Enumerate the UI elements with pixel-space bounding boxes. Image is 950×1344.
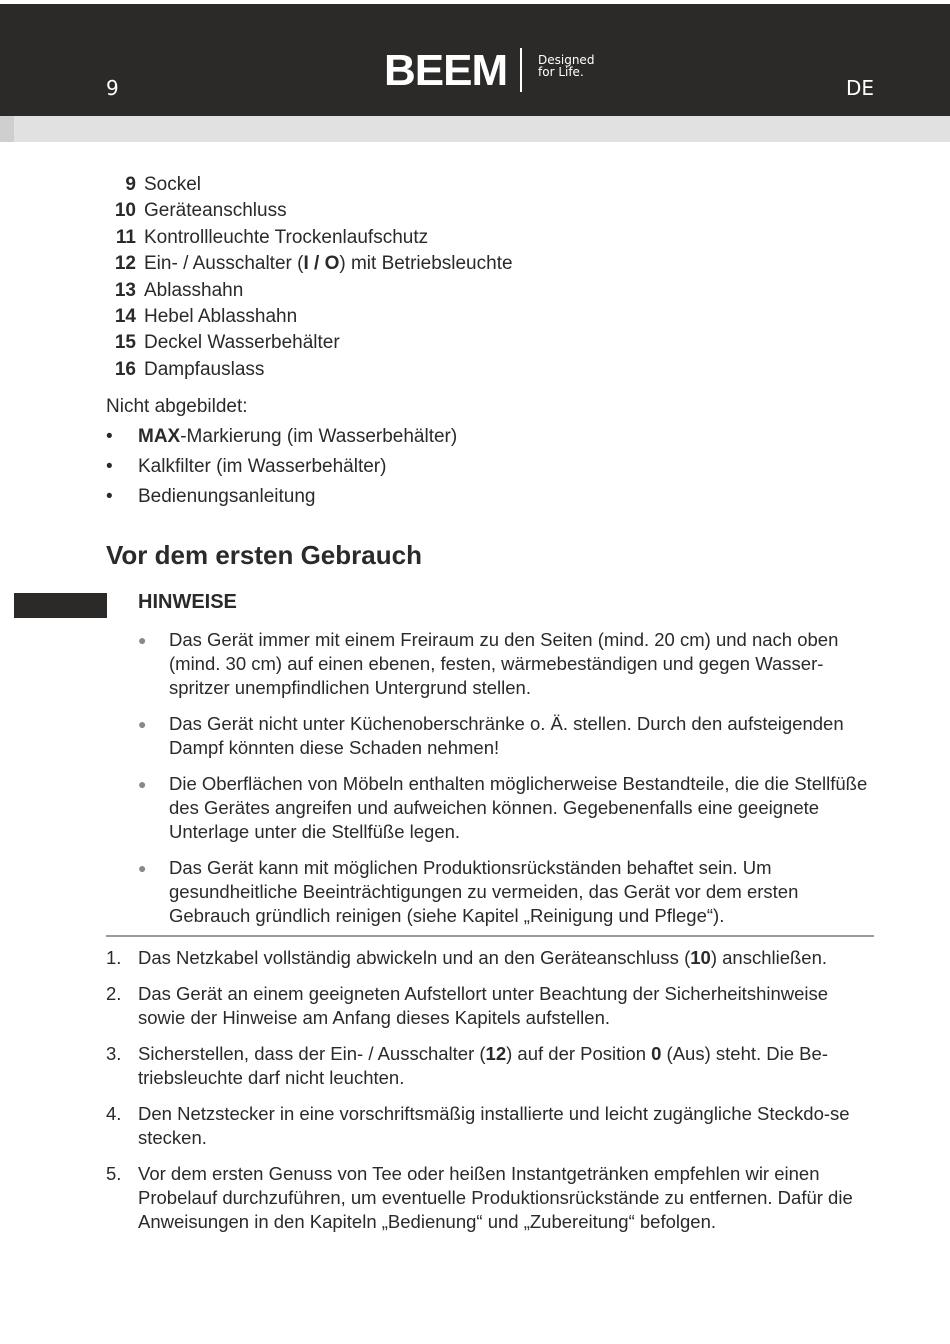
step-number: 3.: [106, 1043, 122, 1064]
list-item-label: Bedienungsanleitung: [138, 486, 316, 507]
logo-divider: [520, 48, 522, 92]
note-item: [138, 712, 874, 760]
parts-list: [106, 172, 513, 383]
step-text-part: (Aus) steht. Die Be-triebsleuchte darf nicht leuchten.: [138, 1043, 828, 1088]
list-item: [106, 484, 457, 514]
notes-list: [138, 628, 874, 940]
switch-symbol: I / O: [303, 253, 340, 275]
part-number: 12: [114, 253, 136, 275]
list-item: [106, 424, 457, 454]
page-header: [0, 4, 950, 116]
bullet-icon: •: [106, 486, 113, 507]
step-item: [106, 946, 874, 970]
step-text: Vor dem ersten Genuss von Tee oder heißen Instantgetränken empfehlen wir einen Probelauf durchzuführen, um eventuelle Produktionsrückstände zu entfernen. Dafür die Anweisungen in den Kapiteln „Bedienung“ und „Zubereitung“ befolgen.: [138, 1163, 853, 1232]
not-shown-title: Nicht abgebildet:: [106, 396, 248, 417]
step-text-part: ) auf der Position: [506, 1043, 652, 1064]
step-text: Den Netzstecker in eine vorschriftsmäßig installierte und leicht zugängliche Steckdo-se stecken.: [138, 1103, 850, 1148]
note-text: Das Gerät kann mit möglichen Produktionsrückständen behaftet sein. Um gesundheitliche Beeinträchtigungen zu vermeiden, das Gerät vor dem ersten Gebrauch gründlich reinigen (siehe Kapitel „Reinigung und Pflege“).: [169, 857, 799, 926]
part-number: 16: [114, 358, 136, 380]
list-item-label: Kalkfilter (im Wasserbehälter): [138, 456, 387, 477]
step-item: [106, 1162, 874, 1234]
bullet-icon: ●: [138, 716, 147, 732]
part-item: [106, 225, 513, 251]
step-text: [138, 946, 874, 970]
part-label: Kontrollleuchte Trockenlaufschutz: [144, 226, 429, 248]
list-item-label: -Markierung (im Wasserbehälter): [180, 426, 458, 447]
part-item: [106, 251, 513, 277]
part-item: [106, 172, 513, 198]
part-label: Deckel Wasserbehälter: [144, 332, 340, 354]
brand-name: BEEM: [384, 46, 508, 95]
part-label: Sockel: [144, 174, 202, 195]
note-text: Das Gerät nicht unter Küchenoberschränke o. Ä. stellen. Durch den aufsteigenden Dampf könnten diese Schaden nehmen!: [169, 713, 844, 758]
part-number: 9: [125, 174, 136, 195]
tagline-line-2: for Life.: [538, 65, 584, 79]
step-text: Das Gerät an einem geeigneten Aufstellort unter Beachtung der Sicherheitshinweise sowie der Hinweise am Anfang dieses Kapitels aufstellen.: [138, 983, 829, 1028]
note-text: Die Oberflächen von Möbeln enthalten möglicherweise Bestandteile, die die Stellfüße des Gerätes angreifen und aufweichen können. Gegebenenfalls eine geeignete Unterlage unter die Stellfüße legen.: [169, 773, 868, 842]
part-label: Geräteanschluss: [144, 200, 287, 222]
part-label: Hebel Ablasshahn: [144, 305, 298, 327]
page-number: 9: [106, 76, 119, 100]
part-label: Ablasshahn: [144, 279, 244, 301]
step-number: 2.: [106, 983, 122, 1004]
part-number: 10: [114, 200, 136, 222]
part-number: 11: [115, 226, 136, 248]
note-item: [138, 856, 874, 928]
bullet-icon: ●: [138, 776, 147, 792]
part-label: [144, 251, 513, 277]
list-item-text: [138, 424, 457, 454]
note-text: Das Gerät immer mit einem Freiraum zu den Seiten (mind. 20 cm) und nach oben (mind. 30 cm) auf einen ebenen, festen, wärmebeständigen und gegen Wasser-spritzer unempfindlichen Untergrund stellen.: [169, 629, 839, 698]
part-item: [106, 357, 513, 383]
step-text-bold: 10: [690, 947, 711, 968]
part-number: 15: [114, 332, 136, 354]
steps-list: [106, 946, 874, 1246]
list-item: [106, 454, 457, 484]
part-item: [106, 330, 513, 356]
step-item: [106, 1102, 874, 1150]
section-marker-bar: [14, 593, 107, 618]
step-text-part: Sicherstellen, dass der Ein- / Ausschalter (: [138, 1043, 486, 1064]
step-text: [138, 1042, 874, 1090]
notes-title: HINWEISE: [138, 591, 237, 613]
step-text-part: ) anschließen.: [710, 947, 828, 968]
language-code: DE: [845, 76, 874, 100]
header-band-tab: [0, 116, 14, 142]
step-text-bold: 0: [651, 1043, 662, 1064]
step-item: [106, 1042, 874, 1090]
bullet-icon: •: [106, 456, 113, 477]
not-shown-list: [106, 424, 457, 514]
bullet-icon: ●: [138, 632, 147, 648]
part-item: [106, 278, 513, 304]
part-number: 13: [114, 279, 136, 301]
header-band: [0, 116, 950, 142]
part-item: [106, 198, 513, 224]
part-label-text: Ein- / Ausschalter (: [144, 253, 304, 275]
tagline-line-1: Designed: [538, 53, 595, 67]
list-item-bold: MAX: [138, 426, 181, 447]
part-item: [106, 304, 513, 330]
bullet-icon: •: [106, 426, 113, 447]
note-item: [138, 772, 874, 844]
step-number: 4.: [106, 1103, 122, 1124]
section-title: Vor dem ersten Gebrauch: [106, 540, 422, 570]
note-item: [138, 628, 874, 700]
step-number: 1.: [106, 947, 122, 968]
step-number: 5.: [106, 1163, 122, 1184]
part-number: 14: [114, 305, 136, 327]
step-text-bold: 12: [485, 1043, 507, 1064]
part-label-text: ) mit Betriebsleuchte: [339, 253, 513, 275]
brand-tagline: [538, 54, 594, 78]
step-text-part: Das Netzkabel vollständig abwickeln und an den Geräteanschluss (: [138, 947, 691, 968]
step-item: [106, 982, 874, 1030]
bullet-icon: ●: [138, 860, 147, 876]
notes-divider: [106, 935, 874, 937]
part-label: Dampfauslass: [144, 358, 265, 380]
